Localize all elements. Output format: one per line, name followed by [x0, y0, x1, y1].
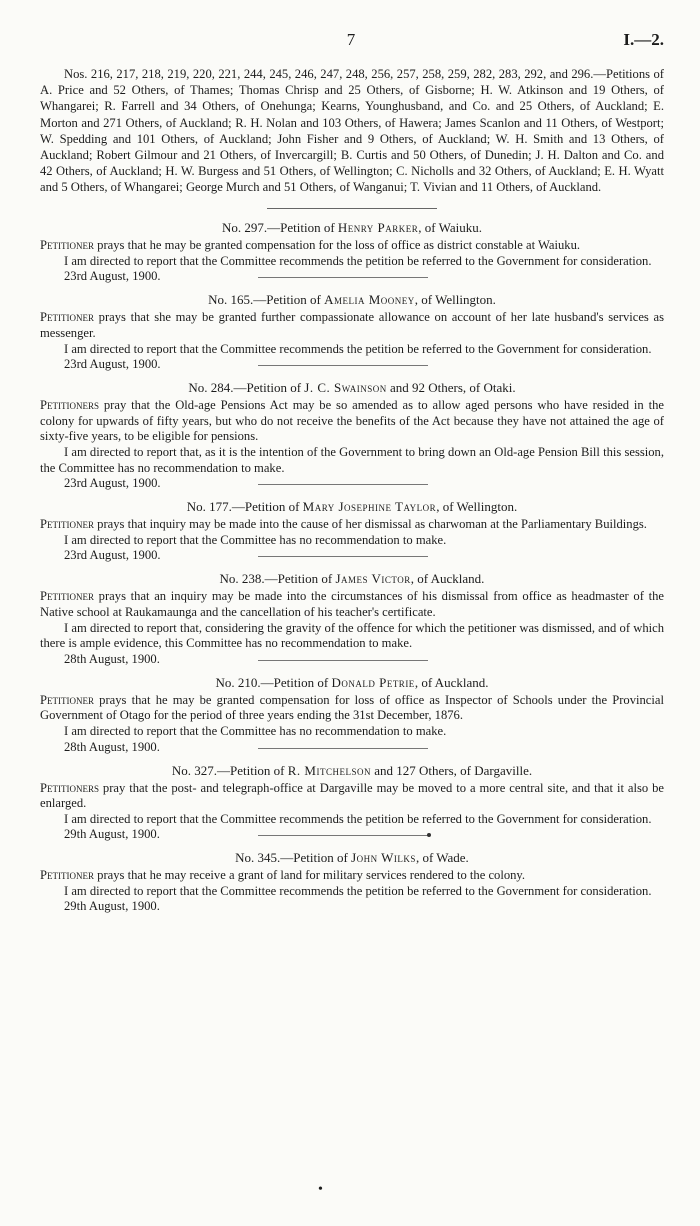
petition-heading: No. 284.—Petition of J. C. Swainson and 92 Others, of Otaki.	[188, 380, 516, 396]
committee-report: I am directed to report that the Committee recommends the petition be referred to the Government for consideration.	[64, 253, 652, 268]
petition-prayer: Petitioner prays that an inquiry may be made into the circumstances of his dismissal from office as headmaster of the Native school at Raukamaunga and the cancellation of his teacher's certificate.	[40, 589, 664, 619]
report-date: 29th August, 1900.	[64, 827, 160, 842]
report-date: 23rd August, 1900.	[64, 476, 161, 491]
committee-report: I am directed to report that the Committee has no recommendation to make.	[64, 723, 447, 738]
paper-reference: I.—2.	[623, 30, 664, 49]
petition-heading: No. 297.—Petition of Henry Parker, of Waiuku.	[221, 220, 482, 236]
petition-entry	[40, 379, 664, 494]
separator-rule	[258, 484, 428, 485]
separator-rule	[258, 556, 428, 557]
petition-heading: No. 165.—Petition of Amelia Mooney, of Wellington.	[208, 292, 496, 308]
petition-prayer: Petitioner prays that he may receive a grant of land for military services rendered to the colony.	[40, 868, 526, 883]
document-page	[40, 30, 664, 921]
petition-entry	[40, 762, 664, 846]
petitioner-name: James Victor	[335, 571, 411, 587]
petition-prayer: Petitioners pray that the post- and telegraph-office at Dargaville may be moved to a more central site, and that it also be enlarged.	[40, 780, 664, 811]
petition-heading: No. 210.—Petition of Donald Petrie, of Auckland.	[215, 674, 489, 690]
petition-prayer: Petitioner prays that he may be granted compensation for the loss of office as district constable at Waiuku.	[40, 238, 581, 253]
petition-heading: No. 177.—Petition of Mary Josephine Taylor, of Wellington.	[186, 499, 518, 515]
committee-report: I am directed to report that the Committee recommends the petition be referred to the Government for consideration.	[64, 811, 652, 826]
petition-prayer: Petitioners pray that the Old-age Pensions Act may be so amended as to allow aged persons who have resided in the colony for upwards of fifty years, but who do not receive the benefits of the Act because they have not attained the age of sixty-five years, to be eligible for pensions.	[40, 398, 664, 444]
petition-heading: No. 238.—Petition of James Victor, of Auckland.	[219, 571, 485, 587]
separator-rule	[258, 835, 428, 836]
petition-entry	[40, 570, 664, 669]
committee-report: I am directed to report that the Committee has no recommendation to make.	[64, 532, 447, 547]
petition-entry	[40, 498, 664, 566]
page-header	[40, 30, 664, 52]
petitioner-name: R. Mitchelson	[287, 762, 371, 778]
report-date: 23rd August, 1900.	[64, 269, 161, 284]
separator-rule	[258, 660, 428, 661]
petitioner-name: Mary Josephine Taylor	[302, 499, 437, 515]
separator-rule	[258, 277, 428, 278]
petitioner-name: Henry Parker	[337, 220, 419, 236]
petitioner-name: John Wilks	[351, 850, 416, 866]
petition-entry	[40, 291, 664, 375]
petition-entry	[40, 674, 664, 758]
petition-prayer: Petitioner prays that inquiry may be made into the cause of her dismissal as charwoman at the Parliamentary Buildings.	[40, 517, 647, 532]
report-date: 28th August, 1900.	[64, 651, 160, 666]
petition-heading: No. 327.—Petition of R. Mitchelson and 127 Others, of Dargaville.	[171, 762, 533, 778]
committee-report: I am directed to report that the Committee recommends the petition be referred to the Government for consideration.	[64, 883, 652, 898]
petition-prayer: Petitioner prays that he may be granted compensation for loss of office as Inspector of Schools under the Provincial Government of Otago for the period of three years ending the 31st December, 1876.	[40, 692, 664, 723]
petition-heading: No. 345.—Petition of John Wilks, of Wade.	[235, 850, 469, 866]
petitioner-name: J. C. Swainson	[304, 380, 387, 396]
petition-entry	[40, 849, 664, 917]
separator-rule	[258, 748, 428, 749]
petitioner-name: Donald Petrie	[331, 674, 415, 690]
report-date: 28th August, 1900.	[64, 739, 160, 754]
report-date: 23rd August, 1900.	[64, 357, 161, 372]
page-number: 7	[346, 30, 356, 49]
intro-paragraph: Nos. 216, 217, 218, 219, 220, 221, 244, 245, 246, 247, 248, 256, 257, 258, 259, 282, 283, 292, and 296.—Petitions of A. Price and 52 Others, of Thames; Thomas Chrisp and 25 Others, of Gisborne; H. W. Atkinson and 19 Others, of Whangarei; R. Farrell and 34 Others, of Onehunga; Kearns, Younghusband, and Co. and 25 Others, of Auckland; E. Morton and 271 Others, of Auckland; R. H. Nolan and 103 Others, of Hawera; James Scanlon and 11 Others, of Westport; W. Spedding and 101 Others, of Auckland; John Fisher and 9 Others, of Auckland; W. H. Smith and 13 Others, of Auckland; Robert Gilmour and 21 Others, of Invercargill; B. Curtis and 50 Others, of Dunedin; J. H. Dalton and Co. and 42 Others, of Auckland; H. W. Burgess and 51 Others, of Wellington; C. Nicholls and 32 Others, of Auckland; E. H. Wyatt and 5 Others, of Whangarei; George Murch and 51 Others, of Wanganui; T. Vivian and 11 Others, of Auckland.	[40, 67, 664, 195]
committee-report: I am directed to report that the Committee recommends the petition be referred to the Government for consideration.	[64, 341, 652, 356]
petition-prayer: Petitioner prays that she may be granted further compassionate allowance on account of her late husband's services as messenger.	[40, 310, 664, 340]
separator-rule	[258, 365, 428, 366]
committee-report: I am directed to report that, as it is the intention of the Government to bring down an Old-age Pension Bill this session, the Committee has no recommendation to make.	[40, 444, 664, 475]
report-date: 29th August, 1900.	[64, 899, 160, 914]
petition-entry	[40, 219, 664, 287]
petitioner-name: Amelia Mooney	[324, 292, 415, 308]
section-divider	[267, 208, 437, 209]
committee-report: I am directed to report that, considering the gravity of the offence for which the petitioner was dismissed, and of which there is ample evidence, this Committee has no recommendation to make.	[40, 620, 664, 651]
footer-dot-mark: •	[318, 1182, 323, 1197]
report-date: 23rd August, 1900.	[64, 548, 161, 563]
